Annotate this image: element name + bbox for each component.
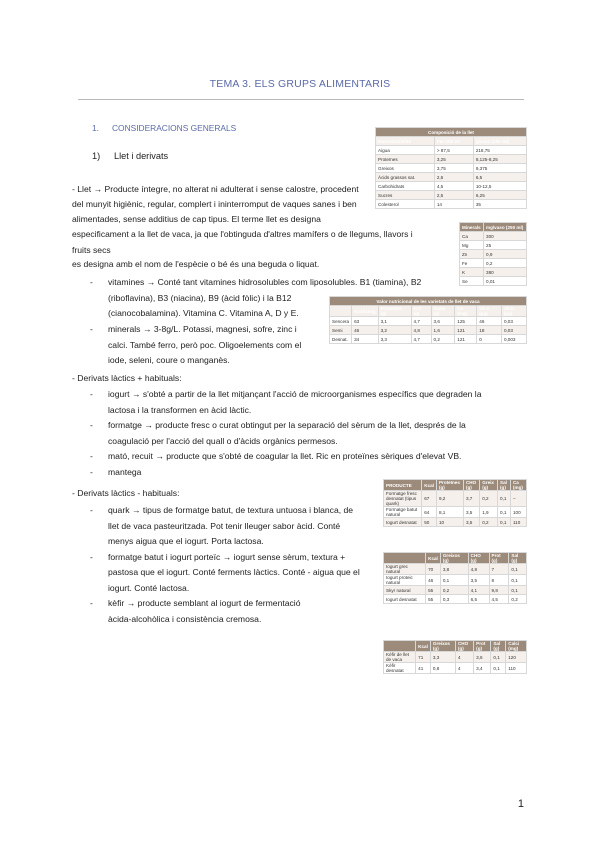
table-cell: 46 bbox=[477, 317, 502, 326]
bullet-dash: - bbox=[90, 598, 93, 608]
table-cell: 4,7 bbox=[411, 317, 431, 326]
table-cell: 67 bbox=[422, 491, 437, 507]
table-cell: Aigua bbox=[376, 146, 435, 155]
table-cell: Greixos bbox=[376, 164, 435, 173]
no-habituals-item-line: menys aigua que el iogurt. Porta lactosa. bbox=[108, 536, 264, 546]
bullet-dash: - bbox=[90, 324, 93, 334]
table-cell: 0,1 bbox=[491, 663, 506, 674]
table-row bbox=[460, 268, 527, 277]
habituals-item-line: formatge → producte fresc o curat obtingut per la separació del sèrum de la llet, després de la bbox=[108, 420, 466, 430]
table-cell: 3,75 bbox=[434, 164, 473, 173]
quark-products-table bbox=[383, 479, 527, 527]
table-header-cell: Kcal bbox=[422, 480, 437, 491]
table-cell: 0,2 bbox=[480, 518, 498, 527]
table-row bbox=[376, 146, 527, 155]
paragraph-line: - Llet → Producte íntegre, no alterat ni adulterat i sense calostre, procedent bbox=[72, 184, 359, 194]
table-cell: 0,1 bbox=[509, 575, 527, 586]
table-row bbox=[384, 564, 527, 575]
table-row bbox=[460, 241, 527, 250]
table-cell: 120 bbox=[506, 652, 527, 663]
table-caption: Composició de la llet bbox=[376, 128, 527, 137]
minerals-line: calci. També ferro, però poc. Oligoelements com el bbox=[108, 339, 302, 350]
table-cell: 0,03 bbox=[501, 317, 526, 326]
no-habituals-item-line: kèfir → producte semblant al iogurt de fermentació bbox=[108, 598, 301, 608]
table-header-cell: Sal (g) bbox=[491, 641, 506, 652]
habituals-heading: - Derivats làctics + habituals: bbox=[72, 373, 182, 383]
table-cell: 55 bbox=[426, 595, 441, 604]
table-cell: – bbox=[510, 491, 526, 507]
table-cell: 0,2 bbox=[509, 595, 527, 604]
table-cell: Ca bbox=[460, 232, 484, 241]
table-cell: 218,75 bbox=[473, 146, 526, 155]
table-row bbox=[330, 326, 527, 335]
table-header-cell: CHO (g) bbox=[455, 641, 473, 652]
table-cell: Se bbox=[460, 277, 484, 286]
table-row bbox=[384, 586, 527, 595]
table-cell: 4,8 bbox=[411, 326, 431, 335]
table-caption: Valor nutricional de les varietats de llet de vaca bbox=[330, 297, 527, 306]
table-cell: 9,8 bbox=[489, 586, 509, 595]
table-cell: 8,125-8,25 bbox=[473, 155, 526, 164]
habituals-item-line: mantega bbox=[108, 466, 142, 477]
table-cell: 8 bbox=[489, 575, 509, 586]
table-cell: 0,2 bbox=[480, 491, 498, 507]
table-cell: Iogurt desnatat bbox=[384, 518, 422, 527]
table-cell: 18 bbox=[477, 326, 502, 335]
table-cell: Carbohidrats bbox=[376, 182, 435, 191]
table-cell: 0,1 bbox=[498, 518, 511, 527]
table-cell: Àcids grassos sat. bbox=[376, 173, 435, 182]
table-header-cell: Sal (g) bbox=[498, 480, 511, 491]
minerals-table bbox=[459, 222, 527, 286]
table-cell: 3,1 bbox=[378, 317, 411, 326]
paragraph-line: alimentades, sense additius de cap tipus. El terme llet es designa bbox=[72, 214, 321, 224]
paragraph-line: fruits secs bbox=[72, 245, 111, 255]
no-habituals-item-line: formatge batut i iogurt porteïc → iogurt sense sèrum, textura + bbox=[108, 551, 346, 562]
table-row bbox=[376, 155, 527, 164]
table-header-cell bbox=[384, 553, 426, 564]
table-cell: 3,7 bbox=[463, 491, 479, 507]
table-cell: 0,1 bbox=[498, 491, 511, 507]
table-row bbox=[384, 575, 527, 586]
table-cell: 2,5 bbox=[434, 191, 473, 200]
table-cell: 9,375 bbox=[473, 164, 526, 173]
table-cell: 6,25 bbox=[473, 191, 526, 200]
no-habituals-item-line: pastosa que el iogurt. Conté ferments làctics. Conté - aigua que el bbox=[108, 567, 360, 577]
table-cell: 0,1 bbox=[509, 586, 527, 595]
minerals-line: minerals → 3-8g/L. Potassi, magnesi, sofre, zinc i bbox=[108, 324, 297, 334]
table-cell: Kèfir de llet de vaca bbox=[384, 652, 416, 663]
table-cell: 4 bbox=[455, 663, 473, 674]
table-cell: Formatge batut natural bbox=[384, 507, 422, 518]
table-cell: 0,2 bbox=[440, 586, 468, 595]
table-cell: > 87,5 bbox=[434, 146, 473, 155]
table-cell: 3,8 bbox=[440, 564, 468, 575]
table-cell: 3,4 bbox=[474, 663, 491, 674]
table-header-cell: Proteïnes (g) bbox=[436, 480, 463, 491]
table-cell: 110 bbox=[506, 663, 527, 674]
table-cell: 46 bbox=[352, 326, 378, 335]
table-cell: Skyr natural bbox=[384, 586, 426, 595]
table-cell: 70 bbox=[426, 564, 441, 575]
table-cell: 63 bbox=[352, 317, 378, 326]
paragraph-line: es designa amb el nom de l'espècie o bé és una beguda o liquat. bbox=[72, 259, 320, 269]
table-cell: 3,6 bbox=[474, 652, 491, 663]
table-row bbox=[460, 250, 527, 259]
table-header-cell: Greix (g) bbox=[431, 306, 455, 317]
table-header-cell: CHO (g) bbox=[463, 480, 479, 491]
habituals-item-line: iogurt → s'obté a partir de la llet mitjançant l'acció de microorganismes específics que degraden la bbox=[108, 389, 482, 399]
table-cell: 3,25 bbox=[434, 155, 473, 164]
table-cell: 3,5 bbox=[463, 518, 479, 527]
table-cell: 2,6 bbox=[434, 173, 473, 182]
table-cell: 300 bbox=[484, 232, 527, 241]
table-cell: 25 bbox=[484, 241, 527, 250]
bullet-dash: - bbox=[90, 505, 93, 515]
habituals-item-line: lactosa i la transformen en àcid làctic. bbox=[108, 404, 252, 415]
table-header-cell: CHO (g) bbox=[468, 553, 489, 564]
table-cell: Sencera bbox=[330, 317, 352, 326]
table-cell: Iogurt grec natural bbox=[384, 564, 426, 575]
table-cell: 0,03 bbox=[501, 326, 526, 335]
table-cell: 4 bbox=[455, 652, 473, 663]
table-cell: Iogurt proteic natural bbox=[384, 575, 426, 586]
paragraph-line: del munyit higiènic, regular, complert i ininterromput de vaques sanes i ben bbox=[72, 199, 357, 209]
table-cell: 3,5 bbox=[463, 507, 479, 518]
table-cell: 50 bbox=[422, 518, 437, 527]
table-cell: 34 bbox=[352, 335, 378, 344]
table-cell: 0,1 bbox=[440, 575, 468, 586]
table-row bbox=[376, 173, 527, 182]
table-cell: Sucres bbox=[376, 191, 435, 200]
table-row bbox=[376, 164, 527, 173]
table-row bbox=[384, 518, 527, 527]
minerals-line: iode, seleni, coure o manganès. bbox=[108, 355, 230, 365]
no-habituals-item-line: iogurt. Conté lactosa. bbox=[108, 582, 190, 593]
table-cell: 4,7 bbox=[411, 335, 431, 344]
table-cell: Mg bbox=[460, 241, 484, 250]
table-row bbox=[376, 182, 527, 191]
milk-composition-table bbox=[375, 127, 527, 209]
kefir-table bbox=[383, 640, 527, 674]
table-cell: 7 bbox=[489, 564, 509, 575]
table-cell: 9,2 bbox=[436, 491, 463, 507]
milk-varieties-table bbox=[329, 296, 527, 344]
table-header-cell: Vit D (µg) bbox=[501, 306, 526, 317]
table-cell: 35 bbox=[473, 200, 526, 209]
table-cell: 4,1 bbox=[468, 586, 489, 595]
table-cell: 0,8 bbox=[430, 663, 455, 674]
table-row bbox=[460, 232, 527, 241]
bullet-dash: - bbox=[90, 277, 93, 287]
habituals-item-line: mató, recuit → producte que s'obté de coagular la llet. Ric en proteïnes sèriques d'elevat VB. bbox=[108, 451, 462, 461]
title-divider bbox=[78, 99, 524, 100]
vitamins-line: (riboflavina), B3 (niacina), B9 (àcid fòlic) i la B12 bbox=[108, 292, 292, 303]
subsection-number: 1) bbox=[92, 151, 101, 161]
table-row bbox=[384, 663, 527, 674]
bullet-dash: - bbox=[90, 451, 93, 461]
table-cell: Zn bbox=[460, 250, 484, 259]
table-cell: 0,003 bbox=[501, 335, 526, 344]
table-cell: 71 bbox=[416, 652, 431, 663]
table-cell: 380 bbox=[484, 268, 527, 277]
table-row bbox=[330, 317, 527, 326]
table-cell: 6,5 bbox=[468, 595, 489, 604]
page-number: 1 bbox=[517, 798, 524, 810]
table-cell: 10 bbox=[436, 518, 463, 527]
bullet-dash: - bbox=[90, 466, 93, 477]
table-cell: 0,9 bbox=[484, 250, 527, 259]
table-header-cell: Macronutrients bbox=[376, 137, 435, 146]
table-header-cell: Proteïnes (g) bbox=[378, 306, 411, 317]
yogurt-table bbox=[383, 552, 527, 604]
table-header-cell: Kcal/100g bbox=[352, 306, 378, 317]
table-cell: K bbox=[460, 268, 484, 277]
table-header-cell: Greixos (g) bbox=[440, 553, 468, 564]
table-cell: 4,5 bbox=[434, 182, 473, 191]
table-cell: 64 bbox=[422, 507, 437, 518]
table-header-cell: Prot (g) bbox=[489, 553, 509, 564]
vitamins-line: (cianocobalamina). Vitamina C. Vitamina A, D y E. bbox=[108, 308, 299, 318]
table-row bbox=[376, 191, 527, 200]
table-row bbox=[460, 259, 527, 268]
table-header-cell: Ca (mg) bbox=[510, 480, 526, 491]
table-cell: Proteïnes bbox=[376, 155, 435, 164]
bullet-dash: - bbox=[90, 420, 93, 430]
table-cell: 121 bbox=[455, 326, 477, 335]
table-cell: 3,3 bbox=[430, 652, 455, 663]
table-header-cell: H.C (g) bbox=[411, 306, 431, 317]
table-cell: 8,1 bbox=[436, 507, 463, 518]
bullet-dash: - bbox=[90, 551, 93, 562]
table-cell: 3,5 bbox=[468, 575, 489, 586]
table-row bbox=[384, 491, 527, 507]
subsection-heading bbox=[92, 151, 168, 161]
table-cell: Desnat. bbox=[330, 335, 352, 344]
table-header-cell: Per 100 ml bbox=[434, 137, 473, 146]
table-row bbox=[384, 507, 527, 518]
table-header-cell: PRODUCTE bbox=[384, 480, 422, 491]
table-header-cell: Greixos (g) bbox=[430, 641, 455, 652]
table-header-cell: Ca (mg) bbox=[455, 306, 477, 317]
subsection-label: Llet i derivats bbox=[114, 151, 169, 161]
table-cell: Semi bbox=[330, 326, 352, 335]
table-header-cell: Prot (g) bbox=[474, 641, 491, 652]
table-cell: Fe bbox=[460, 259, 484, 268]
vitamins-line: vitamines → Conté tant vitamines hidrosolubles com liposolubles. B1 (tiamina), B2 bbox=[108, 277, 422, 287]
bullet-dash: - bbox=[90, 389, 93, 399]
table-cell: 0,1 bbox=[498, 507, 511, 518]
table-header-cell: Vit A (µg) bbox=[477, 306, 502, 317]
table-cell: 110 bbox=[510, 518, 526, 527]
no-habituals-heading: - Derivats làctics - habituals: bbox=[72, 488, 180, 498]
table-row bbox=[384, 595, 527, 604]
table-cell: Colesterol bbox=[376, 200, 435, 209]
table-header-cell: Sal (g) bbox=[509, 553, 527, 564]
table-header-cell bbox=[384, 641, 416, 652]
table-cell: 3,6 bbox=[431, 317, 455, 326]
table-row bbox=[384, 652, 527, 663]
table-cell: 0,2 bbox=[484, 259, 527, 268]
table-cell: 41 bbox=[416, 663, 431, 674]
table-row bbox=[460, 277, 527, 286]
table-cell: 0,2 bbox=[431, 335, 455, 344]
table-header-cell: Greix (g) bbox=[480, 480, 498, 491]
table-row bbox=[330, 335, 527, 344]
table-header-cell: g/vaso (250 ml) bbox=[473, 137, 526, 146]
table-cell: 0 bbox=[477, 335, 502, 344]
table-cell: 4,8 bbox=[468, 564, 489, 575]
table-cell: 1,9 bbox=[480, 507, 498, 518]
table-cell: 125 bbox=[455, 317, 477, 326]
table-row bbox=[376, 200, 527, 209]
table-cell: Formatge fresc desnatat (tipus quark) bbox=[384, 491, 422, 507]
section-heading bbox=[92, 123, 236, 133]
no-habituals-item-line: llet de vaca pasteuritzada. Pot tenir lleuger sabor àcid. Conté bbox=[108, 520, 341, 531]
habituals-item-line: coagulació per l'acció del quall o d'àcids orgànics permesos. bbox=[108, 435, 338, 446]
table-header-cell: mg/vaso (250 ml) bbox=[484, 223, 527, 232]
table-cell: 0,3 bbox=[440, 595, 468, 604]
table-header-cell bbox=[330, 306, 352, 317]
table-cell: 0,1 bbox=[509, 564, 527, 575]
table-cell: Iogurt desnatat bbox=[384, 595, 426, 604]
table-cell: 121 bbox=[455, 335, 477, 344]
table-cell: 4,5 bbox=[489, 595, 509, 604]
table-cell: 6,5 bbox=[473, 173, 526, 182]
paragraph-line: especificament a la llet de vaca, ja que l'obtinguda d'altres mamífers o de llegums, llavors i bbox=[72, 229, 413, 239]
table-header-cell: Kcal bbox=[426, 553, 441, 564]
table-cell: 0,1 bbox=[491, 652, 506, 663]
table-cell: 100 bbox=[510, 507, 526, 518]
table-cell: 1,6 bbox=[431, 326, 455, 335]
page-title: TEMA 3. ELS GRUPS ALIMENTARIS bbox=[209, 78, 391, 90]
table-cell: 14 bbox=[434, 200, 473, 209]
table-header-cell: Calci (mg) bbox=[506, 641, 527, 652]
table-cell: 3,2 bbox=[378, 326, 411, 335]
table-cell: 46 bbox=[426, 575, 441, 586]
no-habituals-item-line: àcida-alcohòlica i consistència cremosa. bbox=[108, 613, 262, 624]
section-number: 1. bbox=[92, 123, 99, 133]
table-cell: 10-12,5 bbox=[473, 182, 526, 191]
table-cell: 3,3 bbox=[378, 335, 411, 344]
table-cell: 0,01 bbox=[484, 277, 527, 286]
table-header-cell: Minerals bbox=[460, 223, 484, 232]
table-header-cell: Kcal bbox=[416, 641, 431, 652]
no-habituals-item-line: quark → tipus de formatge batut, de textura untuosa i blanca, de bbox=[108, 505, 354, 515]
table-cell: Kèfir desnatat bbox=[384, 663, 416, 674]
section-label: CONSIDERACIONS GENERALS bbox=[112, 123, 237, 133]
table-cell: 55 bbox=[426, 586, 441, 595]
